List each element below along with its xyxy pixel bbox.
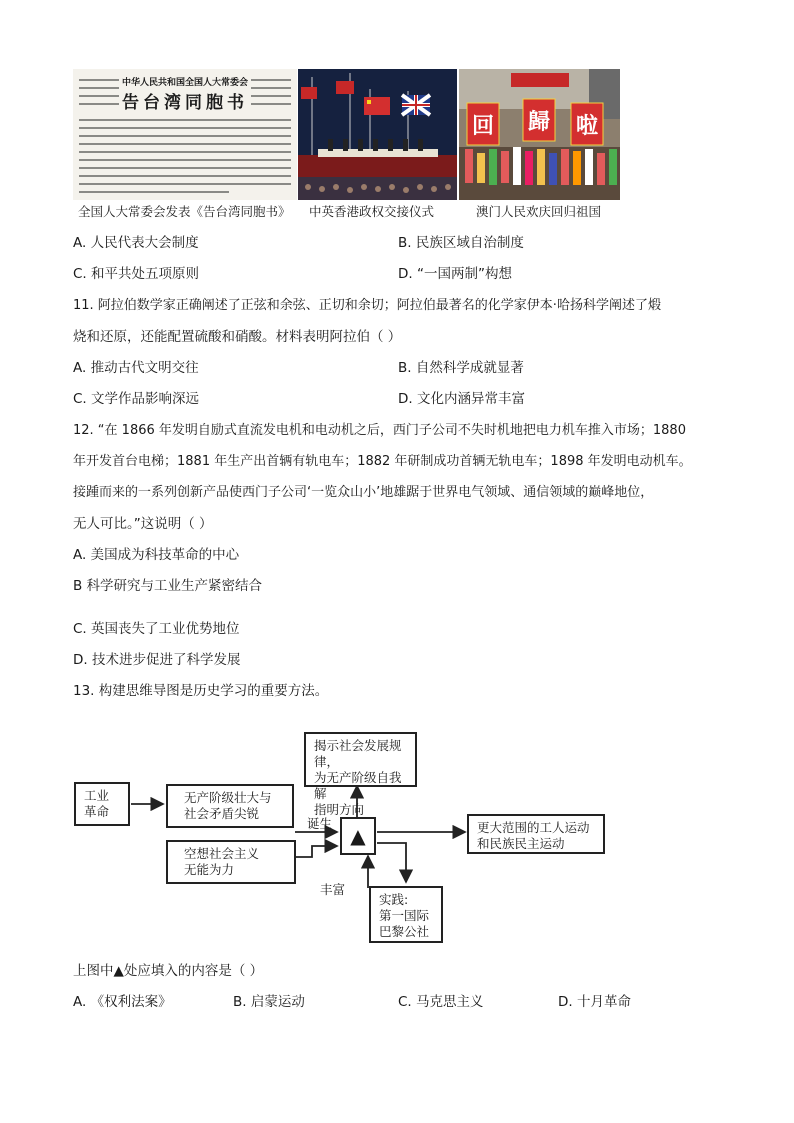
q11-stem-line1: 11. 阿拉伯数学家正确阐述了正弦和余弦、正切和余切；阿拉伯最著名的化学家伊本·哈扬科学阐述了煅 [73, 298, 661, 313]
node-practice-line3: 巴黎公社 [379, 924, 430, 939]
q11-option-c: C. 文学作品影响深远 [73, 391, 200, 407]
q10-option-d: D. “一国两制”构想 [398, 266, 512, 282]
node-reveal-laws [304, 732, 417, 817]
q12-stem-line4: 无人可比。”这说明（ ） [73, 516, 213, 532]
q13-option-c: C. 马克思主义 [398, 994, 484, 1010]
node-utopian-socialism-line2: 无能为力 [184, 862, 235, 877]
node-proletariat-line1: 无产阶级壮大与 [184, 790, 272, 805]
q11-option-d: D. 文化内涵异常丰富 [398, 391, 525, 407]
node-workers-movement [467, 814, 605, 854]
q13-option-b: B. 启蒙运动 [233, 994, 305, 1010]
label-enrich: 丰富 [320, 882, 346, 897]
q12-stem-line3: 接踵而来的一系列创新产品使西门子公司‘一览众山小’地雄踞于世界电气领域、通信领域的巅峰地位， [73, 485, 654, 500]
node-proletariat-line2: 社会矛盾尖锐 [184, 806, 260, 821]
node-practice [369, 886, 443, 943]
q12-option-b: B 科学研究与工业生产紧密结合 [73, 578, 263, 594]
q13-question: 上图中▲处应填入的内容是（ ） [73, 963, 264, 979]
banner-sign-1: 回 [471, 114, 494, 139]
node-reveal-laws-line1: 揭示社会发展规律， [314, 738, 402, 769]
q12-option-a: A. 美国成为科技革命的中心 [73, 547, 240, 563]
q12-option-c: C. 英国丧失了工业优势地位 [73, 621, 240, 637]
node-proletariat [166, 784, 294, 828]
q11-option-b: B. 自然科学成就显著 [398, 360, 524, 376]
q12-stem-line2: 年开发首台电梯；1881 年生产出首辆有轨电车；1882 年研制成功首辆无轨电车；1898 年发明电动机车。 [73, 454, 692, 469]
q13-option-a: A. 《权利法案》 [73, 994, 172, 1010]
q11-stem-line2: 烧和还原，还能配置硫酸和硝酸。材料表明阿拉伯（ ） [73, 329, 402, 345]
q12-option-d: D. 技术进步促进了科学发展 [73, 652, 241, 668]
node-reveal-laws-line2: 为无产阶级自我解 [314, 770, 402, 801]
caption-newspaper: 全国人大常委会发表《告台湾同胞书》 [78, 204, 291, 219]
node-practice-line1: 实践: [379, 892, 409, 907]
newspaper-title: 告台湾同胞书 [122, 93, 248, 113]
node-industrial-revolution-line2: 革命 [84, 804, 110, 819]
node-industrial-revolution-line1: 工业 [84, 788, 110, 803]
node-industrial-revolution [74, 782, 130, 826]
caption-celebration: 澳门人民欢庆回归祖国 [476, 204, 602, 219]
q12-stem-line1: 12. “在 1866 年发明自励式直流发电机和电动机之后，西门子公司不失时机地把电力机车推入市场；1880 [73, 423, 686, 438]
caption-ceremony: 中英香港政权交接仪式 [309, 204, 435, 219]
node-workers-movement-line2: 和民族民主运动 [477, 836, 565, 851]
q10-option-a: A. 人民代表大会制度 [73, 235, 199, 251]
label-birth: 诞生 [307, 816, 333, 831]
node-center-blank [340, 817, 376, 855]
node-utopian-socialism-line1: 空想社会主义 [184, 846, 260, 861]
node-workers-movement-line1: 更大范围的工人运动 [477, 820, 590, 835]
banner-sign-2: 歸 [527, 110, 550, 135]
q11-option-a: A. 推动古代文明交往 [73, 360, 199, 376]
node-reveal-laws-line3: 指明方向 [314, 802, 365, 817]
triangle-marker: ▲ [350, 824, 366, 848]
q13-stem: 13. 构建思维导图是历史学习的重要方法。 [73, 683, 329, 699]
q10-option-b: B. 民族区域自治制度 [398, 235, 524, 251]
q10-option-c: C. 和平共处五项原则 [73, 266, 200, 282]
q13-option-d: D. 十月革命 [558, 994, 631, 1010]
newspaper-masthead: 中华人民共和国全国人大常委会 [121, 78, 248, 88]
node-practice-line2: 第一国际 [379, 908, 430, 923]
banner-sign-3: 啦 [575, 114, 598, 139]
node-utopian-socialism [166, 840, 296, 884]
